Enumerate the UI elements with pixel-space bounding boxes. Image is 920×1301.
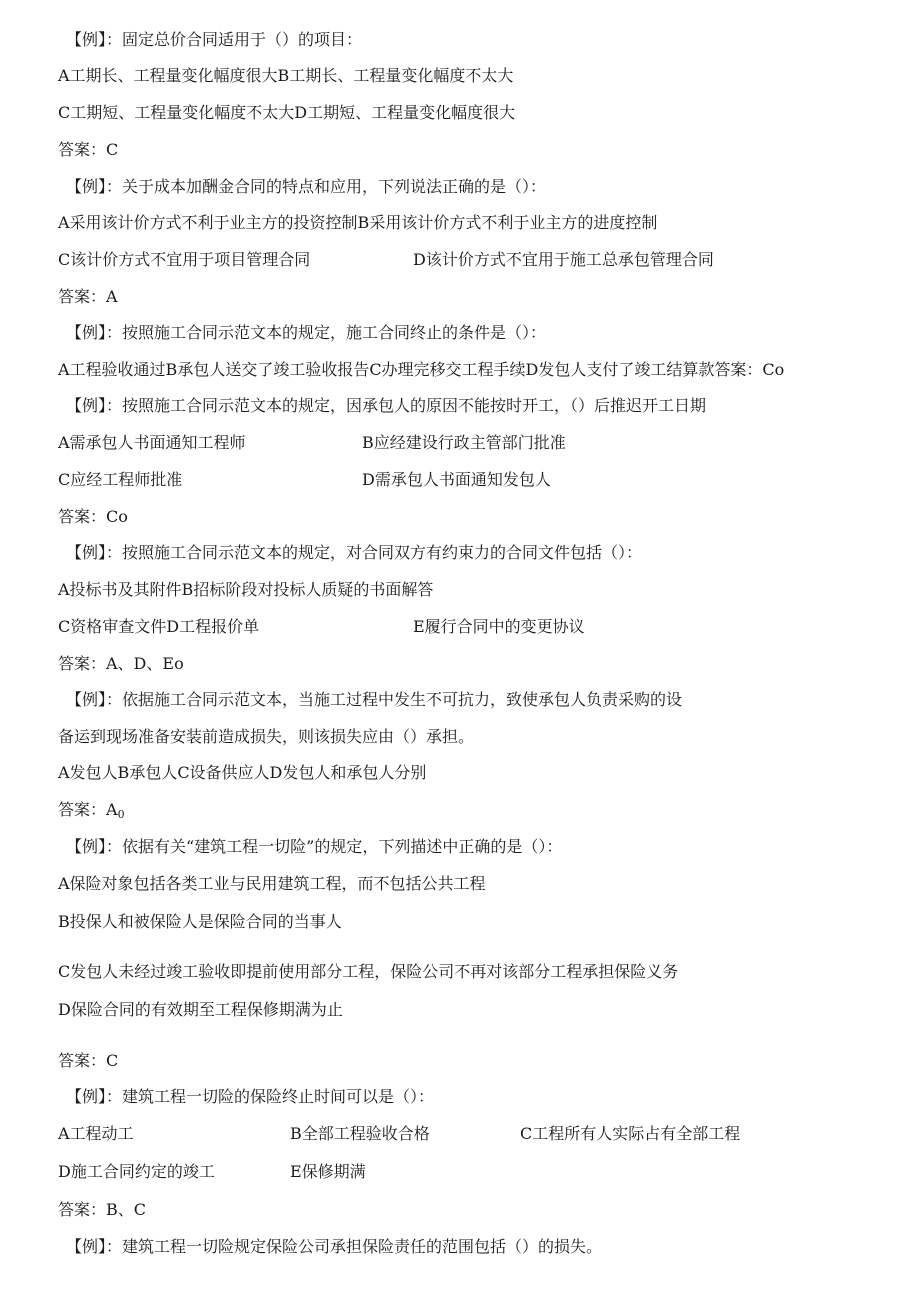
option-line: A发包人B承包人C设备供应人D发包人和承包人分别 xyxy=(58,763,427,782)
answer xyxy=(58,800,125,825)
option-line: C资格审查文件D工程报价单 xyxy=(58,617,260,636)
question-stem: 【例】：依据有关“建筑工程一切险”的规定，下列描述中正确的是（）： xyxy=(66,837,563,856)
option-e: E保修期满 xyxy=(290,1162,366,1181)
answer: 答案：A xyxy=(58,287,118,306)
option-c: C发包人未经过竣工验收即提前使用部分工程，保险公司不再对该部分工程承担保险义务 xyxy=(58,962,679,981)
option-b: B投保人和被保险人是保险合同的当事人 xyxy=(58,912,342,931)
question-stem: 【例】：按照施工合同示范文本的规定，因承包人的原因不能按时开工，（）后推迟开工日期 xyxy=(66,396,707,415)
question-stem: 【例】：按照施工合同示范文本的规定，施工合同终止的条件是（）： xyxy=(66,323,547,342)
option-a: A工程动工 xyxy=(58,1124,134,1143)
question-stem: 【例】：固定总价合同适用于（）的项目： xyxy=(66,30,363,49)
question-stem: 【例】：建筑工程一切险规定保险公司承担保险责任的范围包括（）的损失。 xyxy=(66,1237,603,1256)
option-line: A采用该计价方式不利于业主方的投资控制B采用该计价方式不利于业主方的进度控制 xyxy=(58,213,658,232)
option-a: A需承包人书面通知工程师 xyxy=(58,433,246,452)
question-stem: 【例】：关于成本加酬金合同的特点和应用，下列说法正确的是（）： xyxy=(66,177,547,196)
option-c: C该计价方式不宜用于项目管理合同 xyxy=(58,250,311,269)
option-e: E履行合同中的变更协议 xyxy=(413,617,585,636)
answer-text: 答案：A xyxy=(58,800,118,819)
option-line: A工程验收通过B承包人送交了竣工验收报告C办理完移交工程手续D发包人支付了竣工结算款答案：Co xyxy=(58,360,785,379)
question-stem: 【例】：按照施工合同示范文本的规定，对合同双方有约束力的合同文件包括（）： xyxy=(66,543,643,562)
answer-subscript: 0 xyxy=(117,808,125,821)
question-stem: 【例】：建筑工程一切险的保险终止时间可以是（）： xyxy=(66,1087,435,1106)
option-c: C工程所有人实际占有全部工程 xyxy=(520,1124,741,1143)
option-line: C工期短、工程量变化幅度不太大D工期短、工程量变化幅度很大 xyxy=(58,103,516,122)
option-d: D该计价方式不宜用于施工总承包管理合同 xyxy=(413,250,714,269)
answer: 答案：C xyxy=(58,1051,119,1070)
answer: 答案：C xyxy=(58,140,119,159)
option-a: A保险对象包括各类工业与民用建筑工程，而不包括公共工程 xyxy=(58,874,486,893)
answer: 答案：A、D、Eo xyxy=(58,654,184,673)
option-d: D施工合同约定的竣工 xyxy=(58,1162,215,1181)
question-stem-continued: 备运到现场准备安装前造成损失，则该损失应由（）承担。 xyxy=(58,727,475,746)
answer: 答案：Co xyxy=(58,507,128,526)
option-d: D保险合同的有效期至工程保修期满为止 xyxy=(58,1000,343,1019)
question-stem: 【例】：依据施工合同示范文本，当施工过程中发生不可抗力，致使承包人负责采购的设 xyxy=(66,690,683,709)
answer: 答案：B、C xyxy=(58,1200,147,1219)
option-line: A工期长、工程量变化幅度很大B工期长、工程量变化幅度不太大 xyxy=(58,66,514,85)
option-c: C应经工程师批准 xyxy=(58,470,183,489)
option-line: A投标书及其附件B招标阶段对投标人质疑的书面解答 xyxy=(58,580,434,599)
option-b: B全部工程验收合格 xyxy=(290,1124,430,1143)
option-d: D需承包人书面通知发包人 xyxy=(362,470,551,489)
option-b: B应经建设行政主管部门批准 xyxy=(362,433,566,452)
